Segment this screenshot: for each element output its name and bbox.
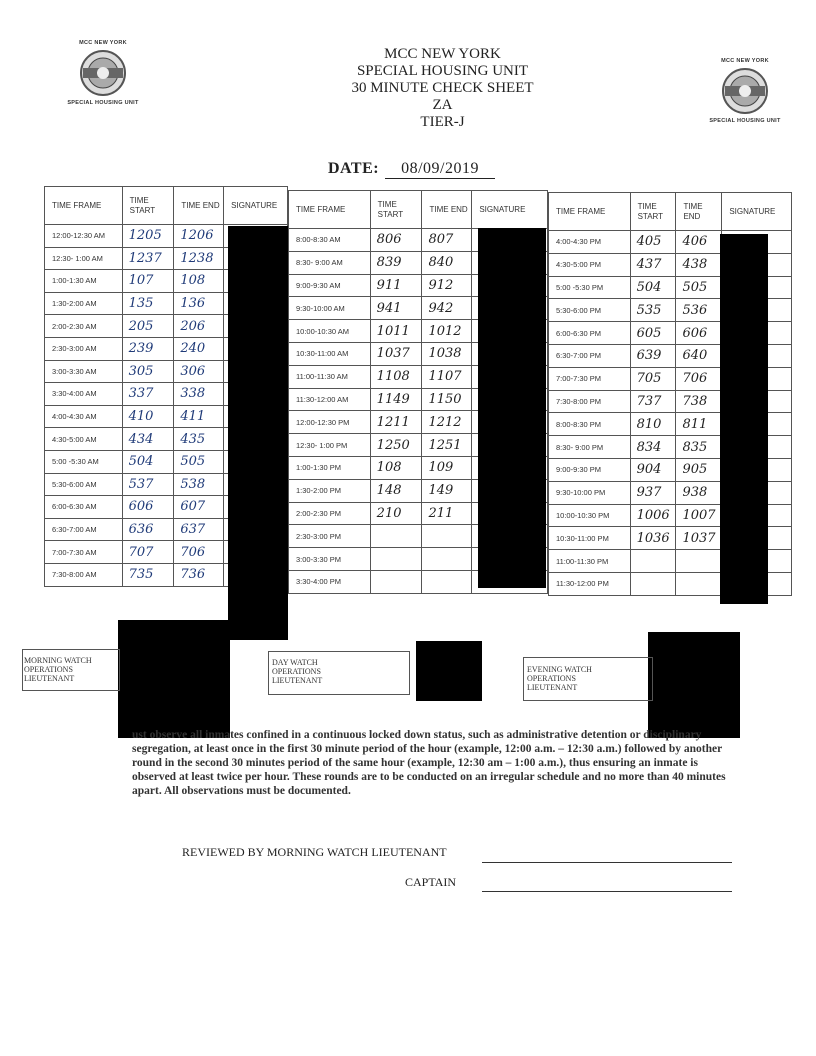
time-start-cell[interactable]: 535 [630, 299, 676, 322]
time-start-cell[interactable]: 707 [122, 541, 174, 564]
time-start-cell[interactable]: 1037 [370, 342, 422, 365]
time-start-cell[interactable] [370, 525, 422, 548]
time-end-cell[interactable]: 206 [174, 315, 224, 338]
time-end-cell[interactable]: 1012 [422, 320, 472, 343]
time-frame-cell: 10:30-11:00 AM [289, 342, 371, 365]
time-start-cell[interactable] [370, 570, 422, 593]
time-start-cell[interactable]: 911 [370, 274, 422, 297]
time-end-cell[interactable]: 411 [174, 405, 224, 428]
time-end-cell[interactable] [422, 548, 472, 571]
time-start-cell[interactable]: 337 [122, 383, 174, 406]
time-frame-cell: 6:00-6:30 AM [45, 496, 123, 519]
time-start-cell[interactable]: 148 [370, 479, 422, 502]
time-frame-cell: 11:00-11:30 PM [549, 550, 631, 573]
time-end-cell[interactable]: 1251 [422, 434, 472, 457]
day-watch-label: DAY WATCH OPERATIONS LIEUTENANT [272, 658, 323, 685]
header-row [45, 187, 288, 225]
time-frame-cell: 5:00 -5:30 AM [45, 450, 123, 473]
time-start-cell[interactable]: 904 [630, 458, 676, 481]
time-start-cell[interactable]: 1237 [122, 247, 174, 270]
time-frame-cell: 7:00-7:30 AM [45, 541, 123, 564]
column-header: TIME START [630, 193, 676, 231]
time-end-cell[interactable]: 438 [676, 253, 722, 276]
time-end-cell[interactable]: 1206 [174, 225, 224, 248]
time-frame-cell: 6:00-6:30 PM [549, 322, 631, 345]
time-frame-cell: 10:00-10:30 AM [289, 320, 371, 343]
time-frame-cell: 9:00-9:30 AM [289, 274, 371, 297]
time-start-cell[interactable] [630, 572, 676, 595]
time-end-cell[interactable]: 938 [676, 481, 722, 504]
time-end-cell[interactable]: 807 [422, 229, 472, 252]
time-frame-cell: 3:30-4:00 PM [289, 570, 371, 593]
time-start-cell[interactable]: 1006 [630, 504, 676, 527]
time-end-cell[interactable]: 1150 [422, 388, 472, 411]
seal-icon [78, 48, 128, 98]
time-end-cell[interactable]: 240 [174, 337, 224, 360]
redaction-block [228, 226, 288, 640]
column-header: TIME FRAME [45, 187, 123, 225]
seal-logo-right [700, 58, 790, 124]
logo-bottom-text: SPECIAL HOUSING UNIT [67, 100, 139, 106]
time-end-cell[interactable]: 306 [174, 360, 224, 383]
title-line: SPECIAL HOUSING UNIT [356, 63, 529, 79]
time-end-cell[interactable]: 606 [676, 322, 722, 345]
time-frame-cell: 7:00-7:30 PM [549, 367, 631, 390]
time-end-cell[interactable]: 905 [676, 458, 722, 481]
time-start-cell[interactable]: 941 [370, 297, 422, 320]
time-start-cell[interactable]: 1250 [370, 434, 422, 457]
time-end-cell[interactable]: 840 [422, 251, 472, 274]
time-start-cell[interactable]: 834 [630, 436, 676, 459]
time-end-cell[interactable]: 505 [174, 450, 224, 473]
time-frame-cell: 1:00-1:30 AM [45, 270, 123, 293]
time-start-cell[interactable]: 239 [122, 337, 174, 360]
time-frame-cell: 4:00-4:30 PM [549, 231, 631, 254]
logo-bottom-text: SPECIAL HOUSING UNIT [709, 118, 781, 124]
time-frame-cell: 1:00-1:30 PM [289, 456, 371, 479]
time-frame-cell: 12:30- 1:00 AM [45, 247, 123, 270]
seal-icon [720, 66, 770, 116]
time-frame-cell: 5:00 -5:30 PM [549, 276, 631, 299]
time-start-cell[interactable]: 434 [122, 428, 174, 451]
time-frame-cell: 8:30- 9:00 PM [549, 436, 631, 459]
column-header: TIME FRAME [549, 193, 631, 231]
time-frame-cell: 11:30-12:00 PM [549, 572, 631, 595]
header-row [549, 193, 792, 231]
time-frame-cell: 10:30-11:00 PM [549, 527, 631, 550]
time-frame-cell: 12:30- 1:00 PM [289, 434, 371, 457]
time-frame-cell: 2:00-2:30 AM [45, 315, 123, 338]
time-end-cell[interactable] [422, 570, 472, 593]
time-start-cell[interactable]: 705 [630, 367, 676, 390]
instructions-paragraph: ust observe all inmates confined in a continuous locked down status, such as administrative detention or disciplinary segregation, at least once in the first 30 minute period of the hour (example, 12:00 a.m. – 12:30 a.m.) followed by another round in the second 30 minutes period of the same hour (example, 12:30 am – 1:00 a.m.), thus ensuring an inmate is observed at least twice per hour. These rounds are to be conducted on an irregular schedule and no more than 40 minutes apart. All observations must be documented. [132, 729, 726, 797]
time-start-cell[interactable]: 437 [630, 253, 676, 276]
time-start-cell[interactable]: 210 [370, 502, 422, 525]
title-line: ZA [432, 97, 453, 113]
time-frame-cell: 3:30-4:00 AM [45, 383, 123, 406]
time-end-cell[interactable]: 1238 [174, 247, 224, 270]
reviewed-by-label: REVIEWED BY MORNING WATCH LIEUTENANT [182, 845, 447, 859]
time-frame-cell: 1:30-2:00 AM [45, 292, 123, 315]
time-frame-cell: 8:00-8:30 AM [289, 229, 371, 252]
date-value: 08/09/2019 [385, 160, 495, 179]
time-start-cell[interactable]: 1011 [370, 320, 422, 343]
time-end-cell[interactable] [676, 550, 722, 573]
time-frame-cell: 8:00-8:30 PM [549, 413, 631, 436]
time-end-cell[interactable]: 1212 [422, 411, 472, 434]
time-start-cell[interactable]: 606 [122, 496, 174, 519]
time-end-cell[interactable]: 912 [422, 274, 472, 297]
time-end-cell[interactable]: 538 [174, 473, 224, 496]
time-end-cell[interactable]: 607 [174, 496, 224, 519]
time-end-cell[interactable]: 1037 [676, 527, 722, 550]
time-start-cell[interactable]: 305 [122, 360, 174, 383]
time-end-cell[interactable]: 706 [174, 541, 224, 564]
column-header: TIME START [122, 187, 174, 225]
time-start-cell[interactable] [630, 550, 676, 573]
time-start-cell[interactable]: 108 [370, 456, 422, 479]
time-frame-cell: 10:00-10:30 PM [549, 504, 631, 527]
time-end-cell[interactable]: 835 [676, 436, 722, 459]
column-header: TIME END [174, 187, 224, 225]
time-start-cell[interactable]: 405 [630, 231, 676, 254]
time-end-cell[interactable]: 1038 [422, 342, 472, 365]
time-frame-cell: 7:30-8:00 PM [549, 390, 631, 413]
time-start-cell[interactable]: 1149 [370, 388, 422, 411]
redaction-block [478, 228, 546, 588]
time-start-cell[interactable]: 504 [122, 450, 174, 473]
time-end-cell[interactable] [422, 525, 472, 548]
time-start-cell[interactable]: 1205 [122, 225, 174, 248]
time-start-cell[interactable]: 135 [122, 292, 174, 315]
time-end-cell[interactable]: 109 [422, 456, 472, 479]
column-header: TIME FRAME [289, 191, 371, 229]
time-start-cell[interactable]: 1108 [370, 365, 422, 388]
time-start-cell[interactable]: 605 [630, 322, 676, 345]
time-start-cell[interactable]: 937 [630, 481, 676, 504]
captain-signature-line [482, 891, 732, 892]
time-frame-cell: 6:30-7:00 AM [45, 518, 123, 541]
column-header: SIGNATURE [472, 191, 548, 229]
time-frame-cell: 6:30-7:00 PM [549, 344, 631, 367]
column-header: SIGNATURE [224, 187, 288, 225]
time-start-cell[interactable]: 839 [370, 251, 422, 274]
column-header: SIGNATURE [722, 193, 792, 231]
time-end-cell[interactable]: 942 [422, 297, 472, 320]
logo-top-text: MCC NEW YORK [721, 58, 769, 64]
date-row [328, 160, 495, 179]
time-frame-cell: 2:30-3:00 PM [289, 525, 371, 548]
time-frame-cell: 7:30-8:00 AM [45, 563, 123, 586]
time-frame-cell: 2:30-3:00 AM [45, 337, 123, 360]
time-start-cell[interactable]: 1036 [630, 527, 676, 550]
time-frame-cell: 3:00-3:30 AM [45, 360, 123, 383]
morning-watch-label: MORNING WATCH OPERATIONS LIEUTENANT [24, 656, 92, 683]
redaction-block [118, 620, 230, 738]
time-start-cell[interactable] [370, 548, 422, 571]
time-end-cell[interactable]: 811 [676, 413, 722, 436]
time-end-cell[interactable] [676, 572, 722, 595]
title-line: MCC NEW YORK [384, 46, 501, 62]
time-end-cell[interactable]: 136 [174, 292, 224, 315]
time-end-cell[interactable]: 406 [676, 231, 722, 254]
time-end-cell[interactable]: 738 [676, 390, 722, 413]
time-start-cell[interactable]: 810 [630, 413, 676, 436]
time-start-cell[interactable]: 1211 [370, 411, 422, 434]
time-frame-cell: 9:00-9:30 PM [549, 458, 631, 481]
seal-logo-left [58, 40, 148, 106]
time-start-cell[interactable]: 735 [122, 563, 174, 586]
time-frame-cell: 12:00-12:30 AM [45, 225, 123, 248]
time-end-cell[interactable]: 1107 [422, 365, 472, 388]
time-frame-cell: 4:30-5:00 PM [549, 253, 631, 276]
time-start-cell[interactable]: 636 [122, 518, 174, 541]
time-frame-cell: 1:30-2:00 PM [289, 479, 371, 502]
time-frame-cell: 11:00-11:30 AM [289, 365, 371, 388]
time-end-cell[interactable]: 736 [174, 563, 224, 586]
time-start-cell[interactable]: 806 [370, 229, 422, 252]
column-header: TIME END [676, 193, 722, 231]
time-frame-cell: 5:30-6:00 PM [549, 299, 631, 322]
time-start-cell[interactable]: 107 [122, 270, 174, 293]
time-frame-cell: 12:00-12:30 PM [289, 411, 371, 434]
time-end-cell[interactable]: 149 [422, 479, 472, 502]
column-header: TIME START [370, 191, 422, 229]
time-end-cell[interactable]: 211 [422, 502, 472, 525]
time-frame-cell: 2:00-2:30 PM [289, 502, 371, 525]
time-end-cell[interactable]: 505 [676, 276, 722, 299]
time-end-cell[interactable]: 536 [676, 299, 722, 322]
time-frame-cell: 9:30-10:00 PM [549, 481, 631, 504]
time-end-cell[interactable]: 108 [174, 270, 224, 293]
evening-watch-label: EVENING WATCH OPERATIONS LIEUTENANT [527, 665, 592, 692]
header-row [289, 191, 548, 229]
time-frame-cell: 4:00-4:30 AM [45, 405, 123, 428]
redaction-block [720, 234, 768, 604]
time-start-cell[interactable]: 205 [122, 315, 174, 338]
time-frame-cell: 3:00-3:30 PM [289, 548, 371, 571]
time-frame-cell: 5:30-6:00 AM [45, 473, 123, 496]
time-start-cell[interactable]: 737 [630, 390, 676, 413]
document-title [300, 46, 585, 131]
column-header: TIME END [422, 191, 472, 229]
time-frame-cell: 9:30-10:00 AM [289, 297, 371, 320]
time-start-cell[interactable]: 639 [630, 344, 676, 367]
time-end-cell[interactable]: 640 [676, 344, 722, 367]
time-start-cell[interactable]: 537 [122, 473, 174, 496]
time-end-cell[interactable]: 338 [174, 383, 224, 406]
logo-top-text: MCC NEW YORK [79, 40, 127, 46]
title-line: 30 MINUTE CHECK SHEET [351, 80, 534, 96]
time-frame-cell: 8:30- 9:00 AM [289, 251, 371, 274]
time-end-cell[interactable]: 637 [174, 518, 224, 541]
time-end-cell[interactable]: 435 [174, 428, 224, 451]
reviewed-signature-line [482, 862, 732, 863]
date-label: DATE: [328, 160, 380, 177]
time-start-cell[interactable]: 504 [630, 276, 676, 299]
time-frame-cell: 11:30-12:00 AM [289, 388, 371, 411]
title-line: TIER-J [420, 114, 465, 130]
time-frame-cell: 4:30-5:00 AM [45, 428, 123, 451]
captain-label: CAPTAIN [405, 875, 457, 889]
time-start-cell[interactable]: 410 [122, 405, 174, 428]
redaction-block [416, 641, 482, 701]
time-end-cell[interactable]: 706 [676, 367, 722, 390]
redaction-block [648, 632, 740, 738]
time-end-cell[interactable]: 1007 [676, 504, 722, 527]
